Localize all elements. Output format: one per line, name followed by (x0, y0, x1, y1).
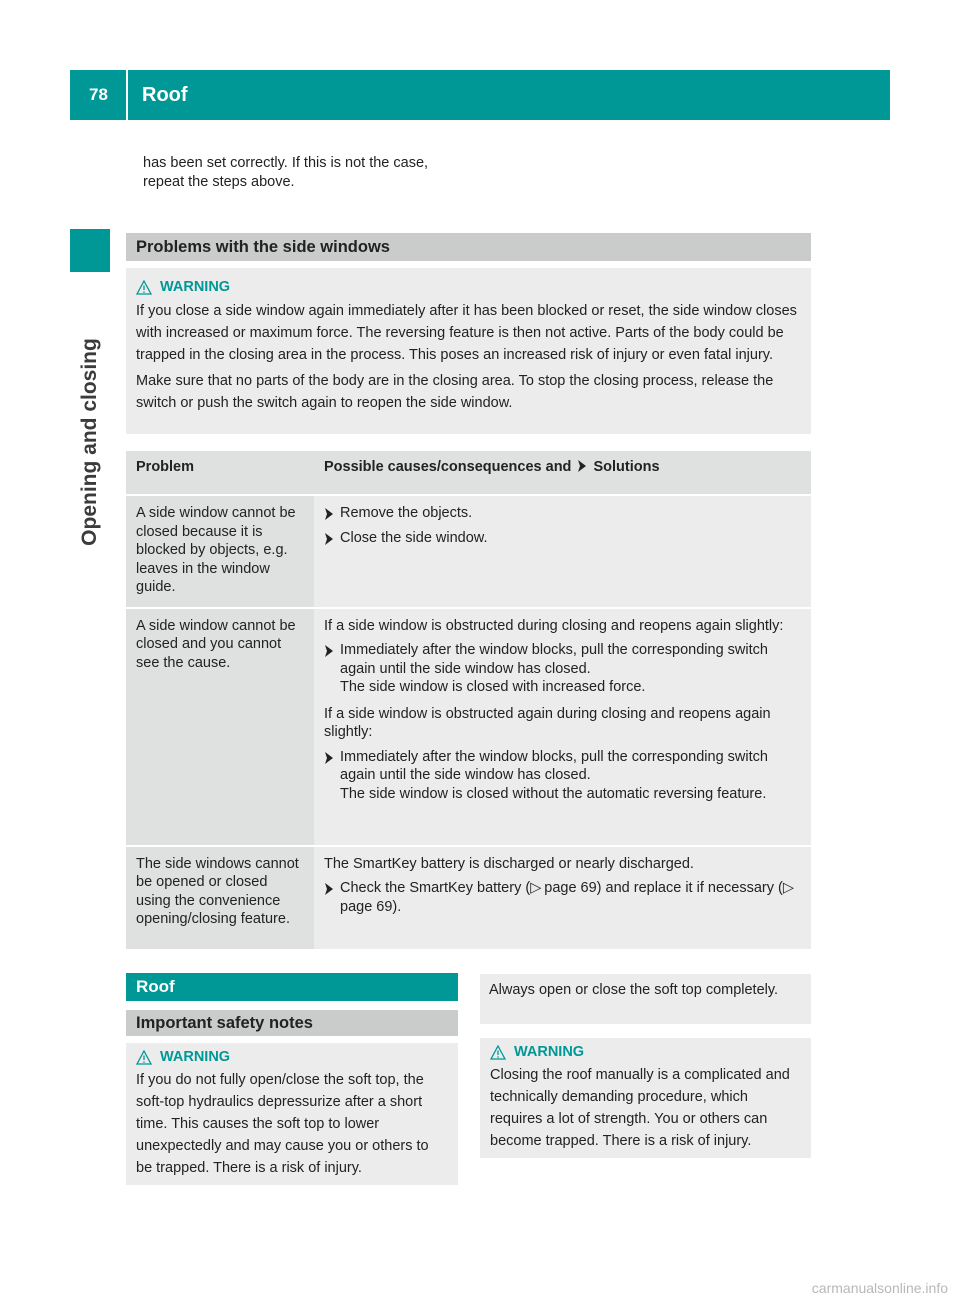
problem-cell: A side window cannot be closed and you cannot see the cause. (126, 609, 314, 847)
header-bar (70, 70, 890, 120)
section-heading-side-windows: Problems with the side windows (126, 233, 811, 261)
solution-cell (314, 847, 811, 951)
solution-step-action-cont: ) and replace it if necessary ( (596, 880, 783, 896)
section-heading-roof: Roof (126, 973, 458, 1001)
warning-label: WARNING (514, 1044, 585, 1060)
solution-step-text (340, 879, 801, 916)
solution-step (324, 504, 801, 523)
solution-step (324, 879, 801, 916)
warning-header (490, 1041, 801, 1063)
problem-cell: A side window cannot be closed because it is blocked by objects, e.g. leaves in the window guide. (126, 496, 314, 609)
warning-triangle-icon (136, 1050, 152, 1065)
warning-triangle-icon (490, 1045, 506, 1060)
solution-cell (314, 496, 811, 609)
arrow-right-icon (324, 752, 334, 764)
column-header-solutions (314, 451, 811, 496)
arrow-right-icon (324, 508, 334, 520)
page-ref-icon: ▷ (530, 880, 542, 896)
page-title: Roof (142, 84, 188, 106)
column-header-solutions-label: Solutions (593, 459, 660, 475)
solution-cell (314, 609, 811, 847)
header-divider (126, 70, 128, 120)
side-tab-label (70, 272, 110, 612)
solution-step-text: Remove the objects. (340, 505, 473, 521)
solution-step-text (340, 748, 801, 804)
solution-step-result: The side window is closed with increased force. (340, 679, 646, 695)
side-tab-text: Opening and closing (78, 338, 101, 546)
solution-step (324, 641, 801, 697)
page-ref-icon: ▷ (782, 880, 794, 896)
table-row (126, 609, 811, 847)
warning-header (136, 276, 801, 298)
solution-condition: If a side window is obstructed during closing and reopens again slightly: (324, 617, 784, 634)
solution-step (324, 748, 801, 804)
roof-warning-1 (126, 1043, 458, 1185)
warning-instruction: Make sure that no parts of the body are in the closing area. To stop the closing process, release the switch or push the switch again to reopen the side window. (136, 373, 774, 411)
intro-text: has been set correctly. If this is not the case, repeat the steps above. (143, 155, 429, 190)
side-windows-warning (126, 268, 811, 434)
warning-label: WARNING (160, 279, 231, 295)
warning-text: If you do not fully open/close the soft top, the soft-top hydraulics depressurize after a short time. This causes the soft top to lower unexpectedly and may cause you or others to be trapped. There is a risk of injury. (136, 1072, 429, 1176)
warning-triangle-icon (136, 280, 152, 295)
warning-text: If you close a side window again immediately after it has been blocked or reset, the side window closes with increased or maximum force. The reversing feature is then not active. Parts of the body could be trapped in the closing area in the process. This poses an increased risk of injury or even fatal injury. (136, 303, 797, 363)
table-header-row (126, 451, 811, 496)
page-reference-link[interactable]: page 69 (544, 880, 597, 896)
solution-step-action: Check the SmartKey battery ( (340, 880, 531, 896)
problem-table (126, 451, 811, 951)
column-header-causes: Possible causes/consequences and (324, 459, 572, 475)
arrow-right-icon (324, 533, 334, 545)
soft-top-note: Always open or close the soft top completely. (480, 974, 811, 1024)
solution-step (324, 529, 801, 548)
page-number: 78 (89, 85, 108, 104)
footer-watermark: carmanualsonline.info (811, 1280, 948, 1296)
problem-cell: The side windows cannot be opened or closed using the convenience opening/closing feature. (126, 847, 314, 951)
solution-step-action: Immediately after the window blocks, pull the corresponding switch again until the side window has closed. (340, 642, 768, 677)
solution-step-action: Immediately after the window blocks, pull the corresponding switch again until the side window has closed. (340, 748, 768, 783)
arrow-right-icon (324, 645, 334, 657)
solution-step-text (340, 641, 801, 697)
roof-warning-2 (480, 1038, 811, 1158)
table-row (126, 496, 811, 609)
solution-step-text: Close the side window. (340, 529, 488, 546)
page-reference-link[interactable]: page 69 (340, 898, 393, 915)
warning-label: WARNING (160, 1049, 231, 1065)
solution-condition: The SmartKey battery is discharged or nearly discharged. (324, 855, 694, 872)
solution-step-result: The side window is closed without the automatic reversing feature. (340, 785, 767, 802)
solution-condition: If a side window is obstructed again during closing and reopens again slightly: (324, 705, 771, 740)
side-tab-marker (70, 229, 110, 272)
arrow-right-icon (577, 460, 587, 472)
column-header-problem: Problem (126, 451, 314, 496)
arrow-right-icon (324, 883, 334, 895)
warning-header (136, 1046, 448, 1068)
warning-text: Closing the roof manually is a complicated and technically demanding procedure, which requires a lot of strength. You or others can become trapped. There is a risk of injury. (490, 1067, 790, 1149)
subsection-heading-safety: Important safety notes (126, 1010, 458, 1036)
table-row (126, 847, 811, 951)
solution-step-action-end: ). (392, 898, 402, 915)
